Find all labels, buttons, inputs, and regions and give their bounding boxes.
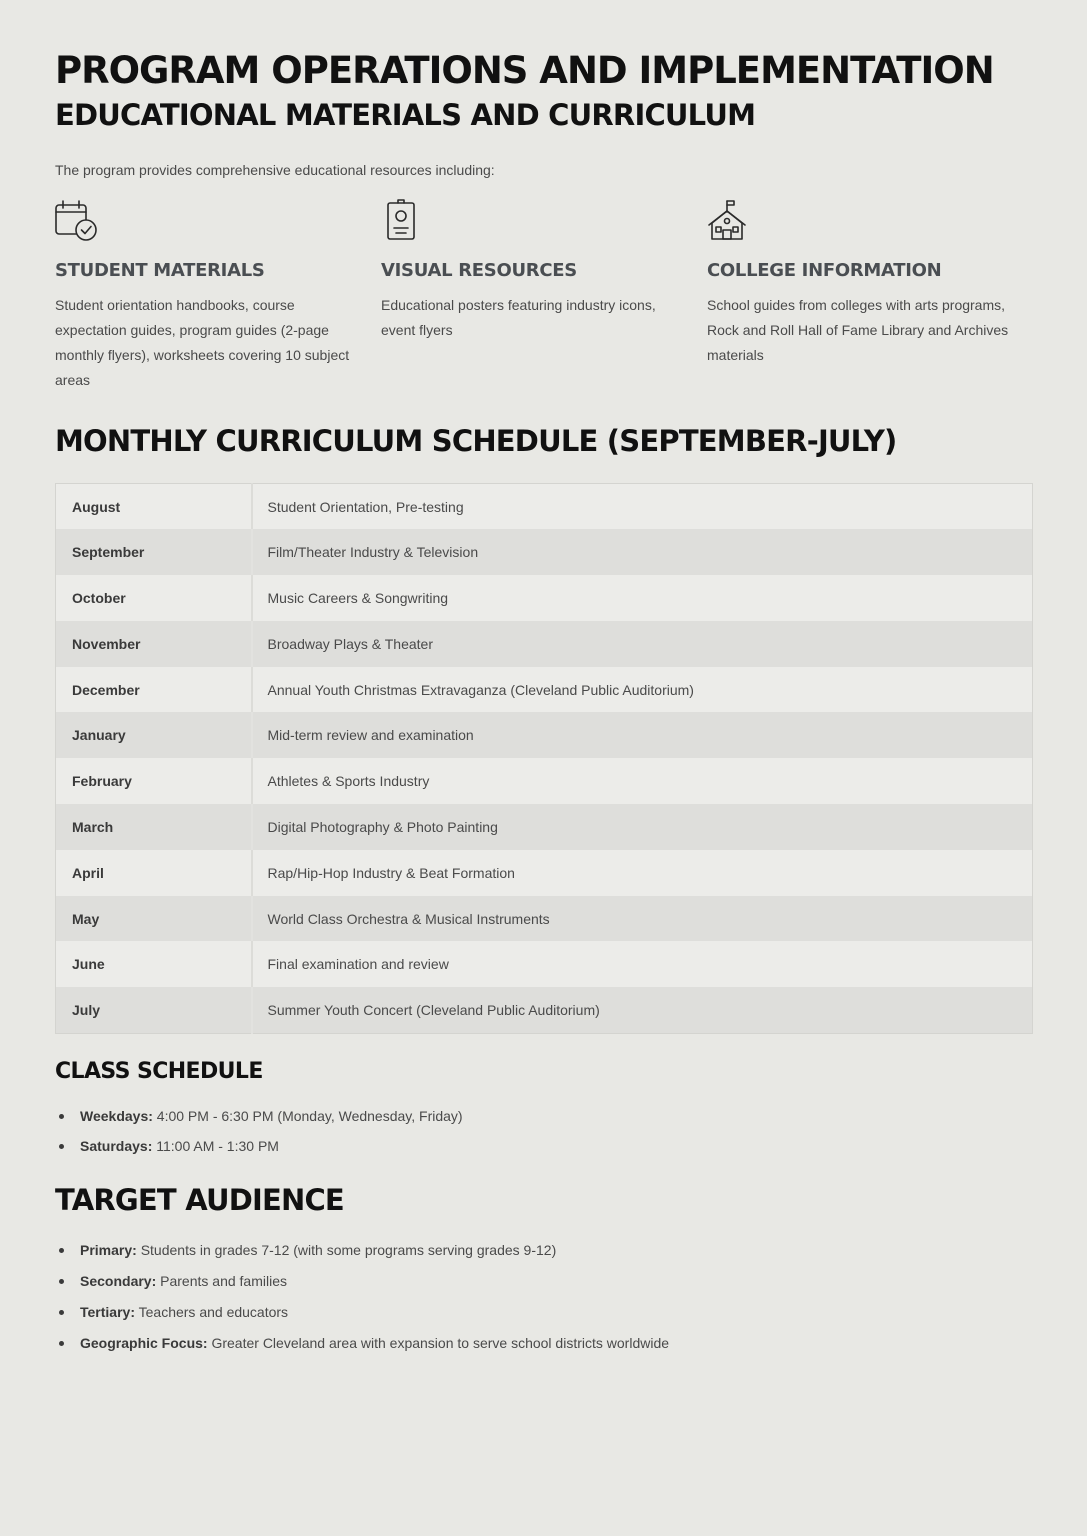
topic-cell: Summer Youth Concert (Cleveland Public Auditorium) [267, 1001, 600, 1018]
month-cell: October [56, 575, 252, 621]
curriculum-schedule-table [55, 483, 1033, 1034]
list-item [55, 1333, 1033, 1353]
month-cell: January [56, 712, 252, 758]
document-page [55, 46, 1033, 1364]
table-row [56, 941, 1033, 987]
item-text: Parents and families [156, 1272, 287, 1289]
feature-visual-resources [381, 199, 707, 393]
target-audience-title: TARGET AUDIENCE [55, 1182, 344, 1217]
list-item [55, 1240, 1033, 1260]
page-title: PROGRAM OPERATIONS AND IMPLEMENTATION [55, 49, 994, 92]
class-schedule-list [55, 1106, 1033, 1156]
list-item [55, 1136, 1033, 1156]
table-row [56, 850, 1033, 896]
feature-student-materials [55, 199, 381, 393]
table-row [56, 667, 1033, 713]
id-badge-icon [381, 199, 425, 243]
feature-columns [55, 199, 1033, 393]
feature-college-information [707, 199, 1033, 393]
list-item [55, 1106, 1033, 1126]
table-row [56, 621, 1033, 667]
month-cell: August [56, 484, 252, 530]
table-row [56, 758, 1033, 804]
item-text: 4:00 PM - 6:30 PM (Monday, Wednesday, Friday) [152, 1107, 463, 1124]
topic-cell: Broadway Plays & Theater [267, 635, 433, 652]
item-label: Tertiary: [80, 1303, 135, 1320]
topic-cell: Final examination and review [267, 956, 449, 973]
table-row [56, 804, 1033, 850]
month-cell: June [56, 941, 252, 987]
school-building-icon [707, 199, 751, 243]
feature-title: VISUAL RESOURCES [381, 260, 577, 281]
item-text: Teachers and educators [134, 1303, 289, 1320]
topic-cell: Music Careers & Songwriting [267, 589, 449, 606]
table-row [56, 712, 1033, 758]
topic-cell: Rap/Hip-Hop Industry & Beat Formation [267, 864, 515, 881]
table-row [56, 896, 1033, 942]
topic-cell: Athletes & Sports Industry [267, 773, 430, 790]
feature-title: COLLEGE INFORMATION [707, 260, 942, 281]
topic-cell: Annual Youth Christmas Extravaganza (Cleveland Public Auditorium) [267, 681, 694, 698]
target-audience-list [55, 1240, 1033, 1353]
month-cell: November [56, 621, 252, 667]
item-label: Primary: [80, 1241, 137, 1258]
page-subtitle: EDUCATIONAL MATERIALS AND CURRICULUM [55, 98, 756, 132]
topic-cell: World Class Orchestra & Musical Instruments [267, 910, 550, 927]
feature-title: STUDENT MATERIALS [55, 260, 265, 281]
topic-cell: Mid-term review and examination [267, 727, 474, 744]
calendar-check-icon [55, 199, 99, 243]
list-item [55, 1302, 1033, 1322]
item-label: Saturdays: [80, 1137, 153, 1154]
class-schedule-title: CLASS SCHEDULE [55, 1058, 263, 1084]
table-row [56, 987, 1033, 1033]
list-item [55, 1271, 1033, 1291]
feature-description: Educational posters featuring industry icons, event flyers [381, 297, 656, 338]
topic-cell: Film/Theater Industry & Television [267, 544, 479, 561]
intro-text: The program provides comprehensive educational resources including: [55, 162, 495, 178]
item-text: Greater Cleveland area with expansion to serve school districts worldwide [207, 1334, 670, 1351]
month-cell: July [56, 987, 252, 1033]
month-cell: April [56, 850, 252, 896]
month-cell: September [56, 529, 252, 575]
item-text: 11:00 AM - 1:30 PM [152, 1137, 279, 1154]
item-label: Geographic Focus: [80, 1334, 208, 1351]
item-label: Secondary: [80, 1272, 157, 1289]
feature-description: School guides from colleges with arts programs, Rock and Roll Hall of Fame Library and Archives materials [707, 297, 1009, 363]
month-cell: December [56, 667, 252, 713]
month-cell: May [56, 896, 252, 942]
feature-description: Student orientation handbooks, course expectation guides, program guides (2-page monthly flyers), worksheets covering 10 subject areas [55, 297, 350, 388]
topic-cell: Student Orientation, Pre-testing [267, 498, 464, 515]
schedule-title: MONTHLY CURRICULUM SCHEDULE (SEPTEMBER-JULY) [55, 424, 897, 458]
topic-cell: Digital Photography & Photo Painting [267, 818, 498, 835]
month-cell: February [56, 758, 252, 804]
item-text: Students in grades 7-12 (with some programs serving grades 9-12) [136, 1241, 557, 1258]
table-row [56, 529, 1033, 575]
table-row [56, 575, 1033, 621]
month-cell: March [56, 804, 252, 850]
item-label: Weekdays: [80, 1107, 153, 1124]
table-row [56, 484, 1033, 530]
